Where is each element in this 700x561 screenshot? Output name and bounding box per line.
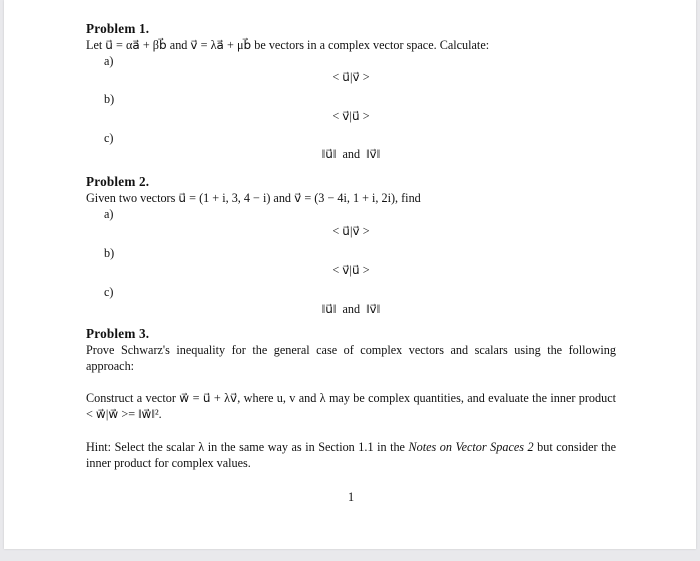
hint-text-prefix: Hint: Select the scalar λ in the same way as in Section 1.1 in the (86, 440, 409, 454)
problem-1-heading: Problem 1. (86, 21, 150, 36)
hint-text-suffix: but consider the inner product for complex values. (86, 440, 616, 470)
problem-1 (86, 21, 616, 161)
problem-2-part-c-label: c) (104, 285, 114, 299)
problem-3 (86, 326, 616, 470)
problem-2-part-c-expr: ‖u⃗‖ and ‖v⃗‖ (321, 302, 381, 316)
problem-1-part-a-expr: < u⃗|v⃗ > (332, 70, 370, 84)
problem-1-statement: Let u⃗ = αa⃗ + βb⃗ and v⃗ = λa⃗ + μb⃗ be vectors in a complex vector space. Calculate: (86, 38, 490, 52)
problem-3-heading: Problem 3. (86, 326, 150, 341)
problem-1-part-c-label: c) (104, 131, 114, 145)
problem-3-paragraph-3 (86, 440, 616, 471)
problem-1-part-b-expr: < v⃗|u⃗ > (332, 109, 370, 123)
problem-2 (86, 174, 616, 316)
problem-2-statement: Given two vectors u⃗ = (1 + i, 3, 4 − i) and v⃗ = (3 − 4i, 1 + i, 2i), find (86, 191, 421, 205)
problem-2-part-b-label: b) (104, 246, 115, 260)
problem-3-paragraph-1: Prove Schwarz's inequality for the general case of complex vectors and scalars using the following approach: (86, 343, 616, 373)
problem-2-part-b-expr: < v⃗|u⃗ > (332, 263, 370, 277)
problem-1-part-c-expr: ‖u⃗‖ and ‖v⃗‖ (321, 147, 381, 161)
document-page (4, 0, 696, 549)
problem-2-part-a-label: a) (104, 207, 114, 221)
problem-2-heading: Problem 2. (86, 174, 150, 189)
problem-1-part-b-label: b) (104, 92, 115, 106)
problem-3-paragraph-2: Construct a vector w⃗ = u⃗ + λv⃗, where u, v and λ may be complex quantities, and evaluate the inner product < w⃗|w⃗ >= ‖w⃗‖². (86, 391, 616, 421)
problem-2-part-a-expr: < u⃗|v⃗ > (332, 224, 370, 238)
problem-1-part-a-label: a) (104, 54, 114, 68)
page-number: 1 (347, 490, 355, 504)
notes-reference: Notes on Vector Spaces 2 (408, 440, 534, 454)
